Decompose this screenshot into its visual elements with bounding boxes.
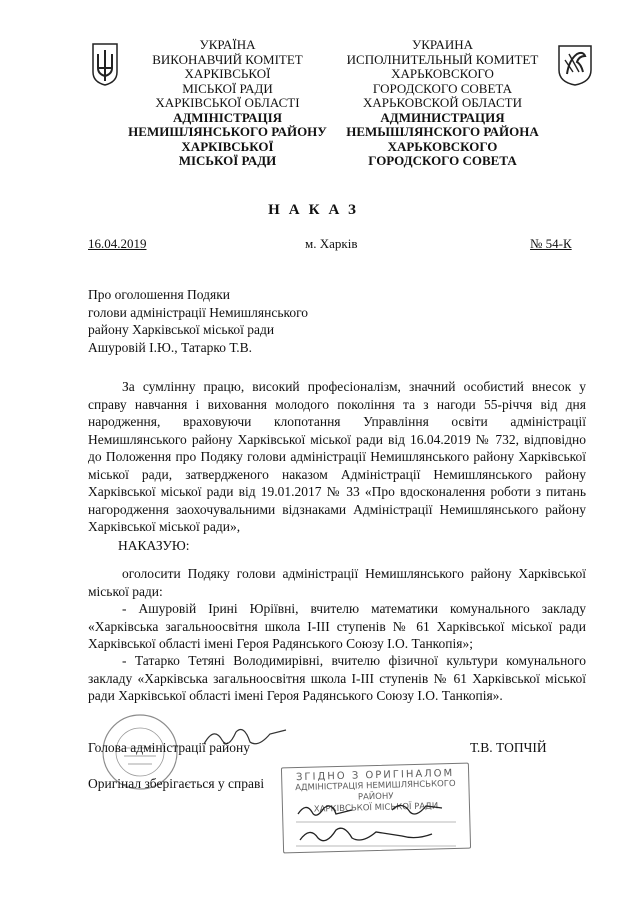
header-right-line: ГОРОДСКОГО СОВЕТА (372, 80, 513, 96)
award-item-tatarko: - Татарко Тетяні Володимирівні, вчителю фізичної культури комунального закладу «Харківська загальноосвітня школа І-ІІІ ступенів № 61 Харківської міської ради Харківської області імені Героя Радянського Союзу І.О. Танкопія». (88, 653, 586, 703)
order-date: 16.04.2019 (88, 236, 147, 251)
header-left-line: ХАРКІВСЬКОЇ ОБЛАСТІ (155, 95, 300, 110)
order-subject (88, 286, 308, 356)
header-right (335, 38, 550, 169)
subject-line: голови адміністрації Немишлянського (88, 304, 309, 320)
subject-line: Ашуровій І.Ю., Татарко Т.В. (88, 339, 252, 355)
original-note: Оригінал зберігається у справі (88, 776, 265, 791)
copy-stamp-line: ЗГІДНО З ОРИГІНАЛОМ (295, 767, 455, 784)
header-right-bold-line: ХАРЬКОВСКОГО (387, 138, 498, 154)
header-right-bold-line: НЕМЫШЛЯНСКОГО РАЙОНА (346, 124, 539, 139)
header-right-bold-line: АДМИНИСТРАЦИЯ (380, 109, 505, 125)
trident-emblem-icon (90, 42, 120, 86)
header-right-line: ХАРЬКОВСКОЙ ОБЛАСТИ (362, 95, 522, 110)
header-right-line: ХАРЬКОВСКОГО (391, 66, 494, 81)
subject-line: Про оголошення Подяки (88, 287, 231, 302)
header-left-bold-line: ХАРКІВСЬКОЇ (181, 138, 274, 154)
header-left (120, 38, 335, 169)
header-right-bold-line: ГОРОДСКОГО СОВЕТА (368, 153, 517, 168)
signature-name: Т.В. ТОПЧІЙ (470, 740, 547, 755)
award-item-ashurova: - Ашуровій Ірині Юріївні, вчителю математики комунального закладу «Харківська загальноосвітня школа І-ІІІ ступенів № 61 Харківської міської ради Харківської області імені Героя Радянського Союзу І.О. Танкопія»; (88, 601, 586, 651)
copy-stamp-line: АДМІНІСТРАЦІЯ НЕМИШЛЯНСЬКОГО РАЙОНУ (295, 778, 456, 803)
header-left-line: УКРАЇНА (199, 37, 256, 52)
header-right-line: УКРАИНА (412, 37, 473, 52)
header-left-bold-line: НЕМИШЛЯНСЬКОГО РАЙОНУ (128, 124, 327, 139)
header-right-line: ИСПОЛНИТЕЛЬНЫЙ КОМИТЕТ (346, 51, 539, 67)
copy-stamp-signatures (292, 798, 462, 850)
header-left-bold-line: МІСЬКОЇ РАДИ (178, 153, 277, 168)
header-left-line: ВИКОНАВЧИЙ КОМІТЕТ (152, 51, 303, 67)
document-title: НАКАЗ (268, 202, 365, 218)
main-paragraph: За сумлінну працю, високий професіоналізм, значний особистий внесок у справу навчання і виховання молодого покоління та з нагоди 55-річчя від дня народження, враховуючи клопотання Управління освіти адміністрації Немишлянського району Харківської міської ради від 16.04.2019 № 732, відповідно до Положення про Подяку голови адміністрації Немишлянського району Харківської міської ради, затвердженого наказом Адміністрації Немишлянського району Харківської міської ради від 19.01.2017 № 33 «Про вдосконалення роботи з питань нагородження заохочувальними відзнаками Адміністрації Немишлянського району Харківської міської ради», (88, 379, 586, 534)
announce-paragraph: оголосити Подяку голови адміністрації Немишлянського району Харківської міської ради: (88, 566, 586, 599)
header-left-bold-line: АДМІНІСТРАЦІЯ (172, 109, 283, 125)
kharkiv-coat-of-arms-icon (555, 42, 595, 86)
header-left-line: МІСЬКОЇ РАДИ (182, 80, 273, 96)
order-city: м. Харків (305, 236, 358, 251)
order-number: № 54-К (530, 236, 572, 251)
header-left-line: ХАРКІВСЬКОЇ (184, 66, 271, 81)
copy-stamp-line: ХАРКІВСЬКОЇ МІСЬКОЇ РАДИ (313, 801, 439, 815)
signature-title: Голова адміністрації району (88, 740, 250, 755)
order-word: НАКАЗУЮ: (118, 538, 190, 553)
subject-line: району Харківської міської ради (88, 322, 275, 337)
